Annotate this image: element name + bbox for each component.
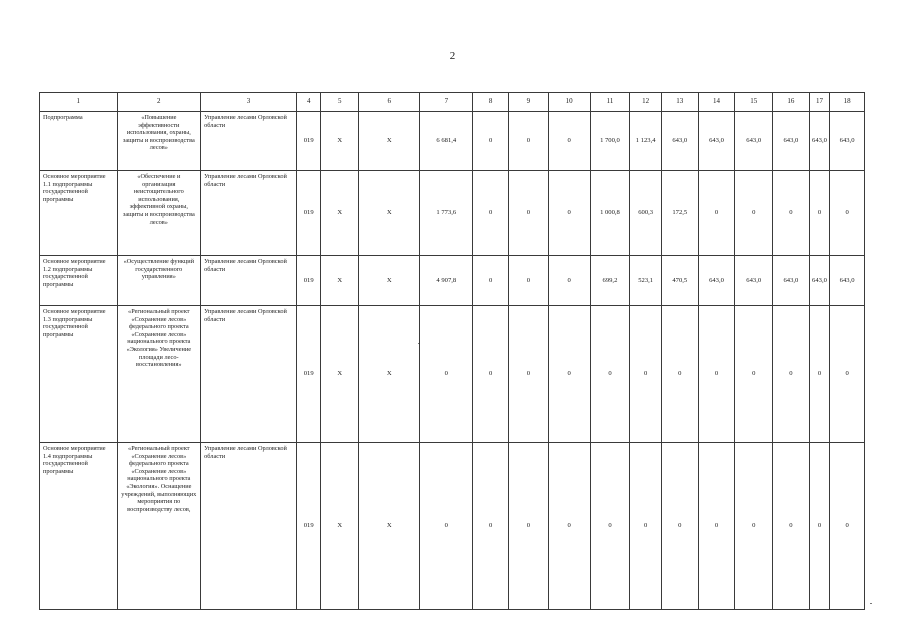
value-cell: 0 <box>548 443 590 610</box>
column-header: 9 <box>509 93 549 112</box>
value-cell: 172,5 <box>661 171 698 256</box>
value-cell: Х <box>359 443 420 610</box>
value-cell: 0 <box>773 306 810 443</box>
value-cell: 0 <box>809 306 829 443</box>
row-description-cell: «Осуществление функций государственного управления» <box>117 256 201 306</box>
column-header: 14 <box>698 93 735 112</box>
column-header: 2 <box>117 93 201 112</box>
value-cell: 0 <box>509 443 549 610</box>
column-header: 13 <box>661 93 698 112</box>
scan-speck <box>870 603 872 604</box>
value-cell: 643,0 <box>809 256 829 306</box>
value-cell: 470,5 <box>661 256 698 306</box>
value-cell: 1 700,0 <box>590 112 630 171</box>
value-cell: 643,0 <box>773 112 810 171</box>
value-cell: 0 <box>473 256 509 306</box>
value-cell: 643,0 <box>661 112 698 171</box>
row-name-cell: Основное мероприятие 1.4 подпрограммы государственной программы <box>40 443 118 610</box>
table-row <box>40 112 865 171</box>
row-responsible-cell: Управление лесами Орловской области <box>201 171 297 256</box>
value-cell: 643,0 <box>773 256 810 306</box>
value-cell: 643,0 <box>809 112 829 171</box>
value-cell: 0 <box>698 306 735 443</box>
value-cell: 0 <box>548 112 590 171</box>
value-cell: Х <box>359 256 420 306</box>
value-cell: Х <box>321 171 359 256</box>
value-cell: 600,3 <box>630 171 662 256</box>
value-cell: 4 907,8 <box>420 256 473 306</box>
value-cell: 523,1 <box>630 256 662 306</box>
header-row <box>40 93 865 112</box>
value-cell: 0 <box>473 306 509 443</box>
column-header: 8 <box>473 93 509 112</box>
value-cell: Х <box>321 443 359 610</box>
value-cell: 0 <box>548 306 590 443</box>
value-cell: 0 <box>420 306 473 443</box>
value-cell: 6 681,4 <box>420 112 473 171</box>
value-cell: 0 <box>735 171 773 256</box>
value-cell: 0 <box>735 443 773 610</box>
value-cell: Х <box>321 112 359 171</box>
row-description-cell: «Повышение эффективности использования, охраны, защиты и воспроизводства лесов» <box>117 112 201 171</box>
value-cell: 0 <box>630 443 662 610</box>
value-cell: 0 <box>509 306 549 443</box>
value-cell: 0 <box>698 171 735 256</box>
value-cell: 0 <box>509 256 549 306</box>
column-header: 16 <box>773 93 810 112</box>
value-cell: 0 <box>630 306 662 443</box>
value-cell: 643,0 <box>830 112 865 171</box>
column-header: 7 <box>420 93 473 112</box>
value-cell: 0 <box>420 443 473 610</box>
value-cell: 0 <box>548 171 590 256</box>
table-row <box>40 443 865 610</box>
row-responsible-cell: Управление лесами Орловской области <box>201 112 297 171</box>
column-header: 4 <box>296 93 320 112</box>
value-cell: 0 <box>590 306 630 443</box>
value-cell: 0 <box>590 443 630 610</box>
value-cell: 0 <box>830 443 865 610</box>
table-body <box>40 93 865 610</box>
value-cell: 643,0 <box>698 256 735 306</box>
row-name-cell: Подпрограмма <box>40 112 118 171</box>
value-cell: 0 <box>809 443 829 610</box>
value-cell: 643,0 <box>735 256 773 306</box>
value-cell: 0 <box>661 306 698 443</box>
row-name-cell: Основное мероприятие 1.3 подпрограммы государственной программы <box>40 306 118 443</box>
value-cell: 0 <box>473 443 509 610</box>
row-responsible-cell: Управление лесами Орловской области <box>201 256 297 306</box>
value-cell: 0 <box>509 112 549 171</box>
column-header: 17 <box>809 93 829 112</box>
row-description-cell: «Региональный проект «Сохранение лесов» федерального проекта «Сохранение лесов» национального проекта «Экология» Увеличение площади лесо-восстановления» <box>117 306 201 443</box>
value-cell: 0 <box>830 306 865 443</box>
value-cell: Х <box>321 256 359 306</box>
value-cell: 699,2 <box>590 256 630 306</box>
column-header: 1 <box>40 93 118 112</box>
column-header: 5 <box>321 93 359 112</box>
scan-speck <box>418 343 419 344</box>
column-header: 6 <box>359 93 420 112</box>
column-header: 11 <box>590 93 630 112</box>
value-cell: Х <box>359 306 420 443</box>
value-cell: 0 <box>809 171 829 256</box>
row-name-cell: Основное мероприятие 1.1 подпрограммы государственной программы <box>40 171 118 256</box>
value-cell: 019 <box>296 112 320 171</box>
value-cell: 0 <box>548 256 590 306</box>
value-cell: 643,0 <box>735 112 773 171</box>
row-responsible-cell: Управление лесами Орловской области <box>201 306 297 443</box>
column-header: 18 <box>830 93 865 112</box>
value-cell: 019 <box>296 306 320 443</box>
value-cell: Х <box>321 306 359 443</box>
value-cell: 019 <box>296 256 320 306</box>
row-responsible-cell: Управление лесами Орловской области <box>201 443 297 610</box>
value-cell: 1 123,4 <box>630 112 662 171</box>
value-cell: 0 <box>473 112 509 171</box>
value-cell: 0 <box>735 306 773 443</box>
table-row <box>40 171 865 256</box>
table-row <box>40 306 865 443</box>
value-cell: 0 <box>773 443 810 610</box>
page-number: 2 <box>449 50 456 62</box>
program-table <box>39 92 865 610</box>
column-header: 10 <box>548 93 590 112</box>
row-description-cell: «Обеспечение и организация неистощительного использования, эффективной охраны, защиты и воспроизводства лесов» <box>117 171 201 256</box>
value-cell: 1 000,8 <box>590 171 630 256</box>
value-cell: 019 <box>296 443 320 610</box>
value-cell: 0 <box>509 171 549 256</box>
column-header: 3 <box>201 93 297 112</box>
value-cell: 1 773,6 <box>420 171 473 256</box>
value-cell: Х <box>359 171 420 256</box>
value-cell: 643,0 <box>830 256 865 306</box>
value-cell: 643,0 <box>698 112 735 171</box>
value-cell: 0 <box>698 443 735 610</box>
value-cell: 0 <box>661 443 698 610</box>
row-description-cell: «Региональный проект «Сохранение лесов» федерального проекта «Сохранение лесов» национального проекта «Экология». Оснащение учреждений, выполняющих мероприятия по воспроизводству лесов, <box>117 443 201 610</box>
value-cell: Х <box>359 112 420 171</box>
table-row <box>40 256 865 306</box>
value-cell: 0 <box>473 171 509 256</box>
column-header: 15 <box>735 93 773 112</box>
column-header: 12 <box>630 93 662 112</box>
row-name-cell: Основное мероприятие 1.2 подпрограммы государственной программы <box>40 256 118 306</box>
value-cell: 019 <box>296 171 320 256</box>
value-cell: 0 <box>830 171 865 256</box>
value-cell: 0 <box>773 171 810 256</box>
